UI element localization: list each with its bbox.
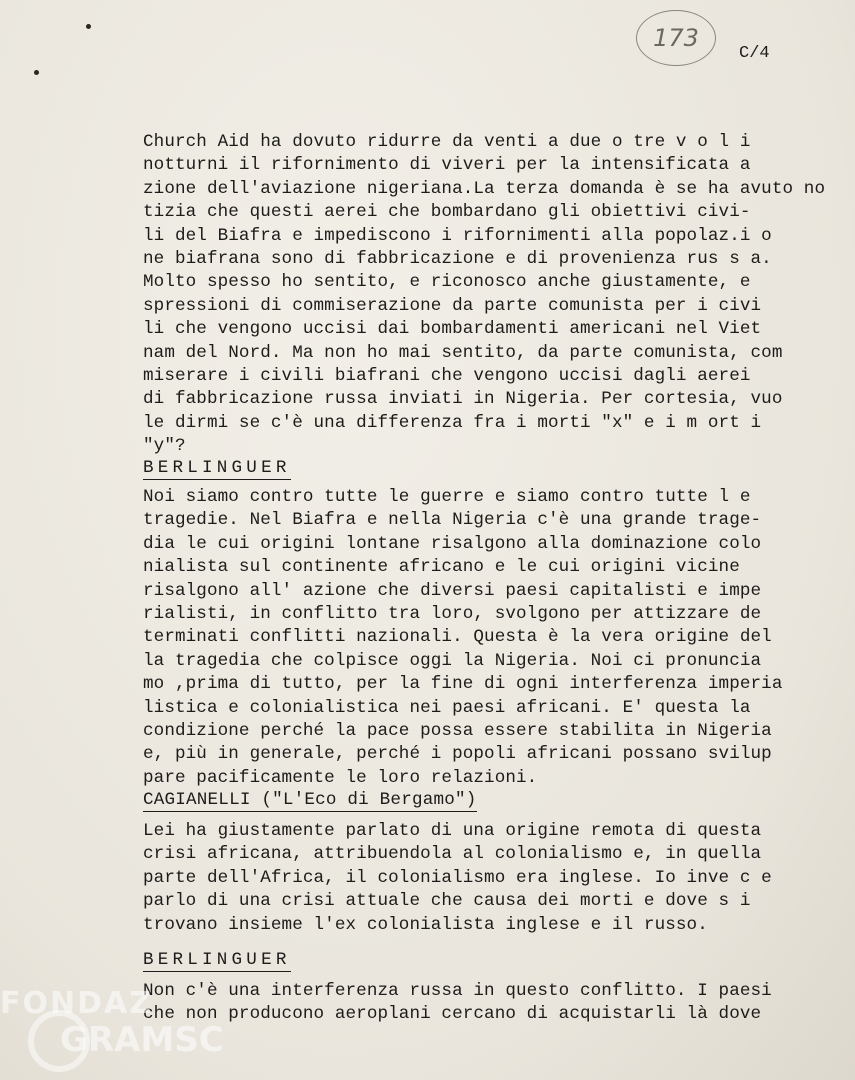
text-line: rialisti, in conflitto tra loro, svolgono per attizzare de bbox=[143, 603, 762, 624]
text-line: tragedie. Nel Biafra e nella Nigeria c'è una grande trage- bbox=[143, 510, 762, 531]
text-line: spressioni di commiserazione da parte comunista per i civi bbox=[143, 295, 762, 316]
text-line: ne biafrana sono di fabbricazione e di provenienza rus s a. bbox=[143, 248, 772, 269]
text-line: Molto spesso ho sentito, e riconosco anche giustamente, e bbox=[143, 272, 751, 293]
text-line: mo ,prima di tutto, per la fine di ogni interferenza imperia bbox=[143, 674, 783, 695]
text-line: miserare i civili biafrani che vengono uccisi dagli aerei bbox=[143, 365, 751, 386]
text-line: le dirmi se c'è una differenza fra i morti "x" e i m ort i bbox=[143, 412, 762, 433]
text-line: Lei ha giustamente parlato di una origine remota di questa bbox=[143, 821, 762, 841]
text-line: trovano insieme l'ex colonialista inglese e il russo. bbox=[143, 914, 708, 935]
text-line: zione dell'aviazione nigeriana.La terza domanda è se ha avuto no bbox=[143, 178, 826, 199]
text-line: nialista sul continente africano e le cui origini vicine bbox=[143, 557, 740, 578]
document-code: C/4 bbox=[739, 44, 770, 63]
speaker-heading-berlinguer-2: BERLINGUER bbox=[143, 950, 291, 970]
punch-hole-mark bbox=[34, 70, 39, 75]
text-line: crisi africana, attribuendola al colonialismo e, in quella bbox=[143, 844, 762, 865]
text-line: parlo di una crisi attuale che causa dei morti e dove s i bbox=[143, 891, 751, 912]
text-line: pare pacificamente le loro relazioni. bbox=[143, 767, 538, 788]
text-line: Noi siamo contro tutte le guerre e siamo contro tutte l e bbox=[143, 487, 751, 507]
text-line: nam del Nord. Ma non ho mai sentito, da parte comunista, com bbox=[143, 342, 783, 363]
text-line: notturni il rifornimento di viveri per la intensificata a bbox=[143, 155, 751, 176]
text-line: parte dell'Africa, il colonialismo era inglese. Io inve c e bbox=[143, 867, 772, 888]
text-line: "y"? bbox=[143, 436, 186, 457]
punch-hole-mark bbox=[86, 24, 91, 29]
watermark-logo-icon bbox=[28, 1010, 90, 1072]
text-line: listica e colonialistica nei paesi africani. E' questa la bbox=[143, 697, 751, 718]
text-line: dia le cui origini lontane risalgono alla dominazione colo bbox=[143, 533, 762, 554]
question-paragraph-2 bbox=[143, 820, 788, 937]
text-line: tizia che questi aerei che bombardano gli obiettivi civi- bbox=[143, 202, 751, 223]
text-line: terminati conflitti nazionali. Questa è la vera origine del bbox=[143, 627, 772, 648]
answer-paragraph-2 bbox=[143, 980, 788, 1027]
question-paragraph bbox=[143, 131, 826, 458]
watermark-line: FONDAZ bbox=[0, 986, 153, 1021]
text-line: e, più in generale, perché i popoli africani possano svilup bbox=[143, 744, 772, 765]
answer-paragraph bbox=[143, 486, 788, 790]
text-line: li che vengono uccisi dai bombardamenti americani nel Viet bbox=[143, 319, 762, 340]
watermark-line: GRAMSC bbox=[60, 1020, 224, 1060]
speaker-heading-berlinguer: BERLINGUER bbox=[143, 458, 291, 478]
text-line: li del Biafra e impediscono i rifornimenti alla popolaz.i o bbox=[143, 225, 772, 246]
text-line: che non producono aeroplani cercano di acquistarli là dove bbox=[143, 1004, 762, 1025]
text-line: risalgono all' azione che diversi paesi capitalisti e impe bbox=[143, 580, 762, 601]
text-line: condizione perché la pace possa essere stabilita in Nigeria bbox=[143, 720, 772, 741]
speaker-heading-cagianelli: CAGIANELLI ("L'Eco di Bergamo") bbox=[143, 790, 477, 810]
text-line: la tragedia che colpisce oggi la Nigeria. Noi ci pronuncia bbox=[143, 650, 762, 671]
handwritten-page-number: 173 bbox=[636, 10, 716, 66]
text-line: di fabbricazione russa inviati in Nigeria. Per cortesia, vuo bbox=[143, 389, 783, 410]
text-line: Church Aid ha dovuto ridurre da venti a due o tre v o l i bbox=[143, 132, 751, 152]
text-line: Non c'è una interferenza russa in questo conflitto. I paesi bbox=[143, 981, 772, 1001]
